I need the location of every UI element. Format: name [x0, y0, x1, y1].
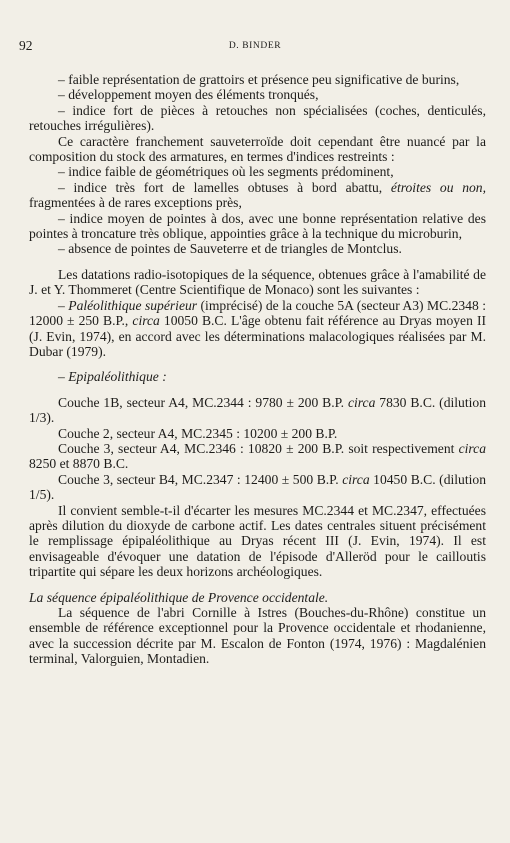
date-entry: Couche 2, secteur A4, MC.2345 : 10200 ± 200 B.P.	[58, 425, 338, 441]
list1-item: – indice fort de pièces à retouches non spécialisées (coches, denticulés, retouches irrégulières).	[29, 102, 486, 134]
paragraph: La séquence de l'abri Cornille à Istres (Bouches-du-Rhône) constitue un ensemble de référence exceptionnel pour la Provence occidentale et rhodanienne, avec la succession décrite par M. Escalon de Fonton (1974, 1976) : Magdalénien terminal, Valorguien, Montadien.	[29, 605, 486, 667]
text-body	[29, 72, 486, 667]
date-entry: Couche 3, secteur B4, MC.2347 : 12400 ± 500 B.P. circa 10450 B.C. (dilution 1/5).	[29, 471, 486, 503]
date-entry: Couche 3, secteur A4, MC.2346 : 10820 ± 200 B.P. soit respectivement circa 8250 et 8870 B.C.	[29, 440, 486, 472]
paragraph: Ce caractère franchement sauveterroïde doit cependant être nuancé par la composition du stock des armatures, en termes d'indices restreints :	[29, 133, 486, 165]
list2-item: – indice moyen de pointes à dos, avec une bonne représentation relative des pointes à troncature très oblique, appointies grâce à la technique du microburin,	[29, 210, 486, 242]
list2-item: – absence de pointes de Sauveterre et de triangles de Montclus.	[58, 241, 402, 257]
date-entry: Couche 1B, secteur A4, MC.2344 : 9780 ± 200 B.P. circa 7830 B.C. (dilution 1/3).	[29, 394, 486, 426]
list1-item: – développement moyen des éléments tronqués,	[58, 87, 319, 103]
paragraph: Les datations radio-isotopiques de la séquence, obtenues grâce à l'amabilité de J. et Y. Thommeret (Centre Scientifique de Monaco) sont les suivantes :	[29, 266, 486, 298]
list2-item: – indice très fort de lamelles obtuses à bord abattu, étroites ou non, fragmentées à de rares exceptions près,	[29, 179, 486, 211]
page-number: 92	[19, 38, 33, 53]
paragraph: Il convient semble-t-il d'écarter les mesures MC.2344 et MC.2347, effectuées après dilution du dioxyde de carbone actif. Les dates centrales situent précisément le remplissage épipaléolithique au Dryas récent III (J. Evin, 1974). Il est envisageable d'évoquer une datation de l'épisode d'Alleröd pour le cailloutis tripartite qui sépare les deux horizons archéologiques.	[29, 502, 486, 580]
section-subheading: La séquence épipaléolithique de Provence occidentale.	[29, 589, 329, 605]
list1-item: – faible représentation de grattoirs et présence peu significative de burins,	[58, 72, 460, 87]
running-head: D. BINDER	[228, 41, 282, 51]
paragraph: – Paléolithique supérieur (imprécisé) de la couche 5A (secteur A3) MC.2348 : 12000 ± 250 B.P., circa 10050 B.C. L'âge obtenu fait référence au Dryas moyen II (J. Evin, 1974), en accord avec les déterminations malacologiques réalisées par M. Dubar (1979).	[29, 297, 487, 359]
epipaleolithic-label: – Epipaléolithique :	[58, 369, 167, 385]
list2-item: – indice faible de géométriques où les segments prédominent,	[58, 164, 394, 180]
